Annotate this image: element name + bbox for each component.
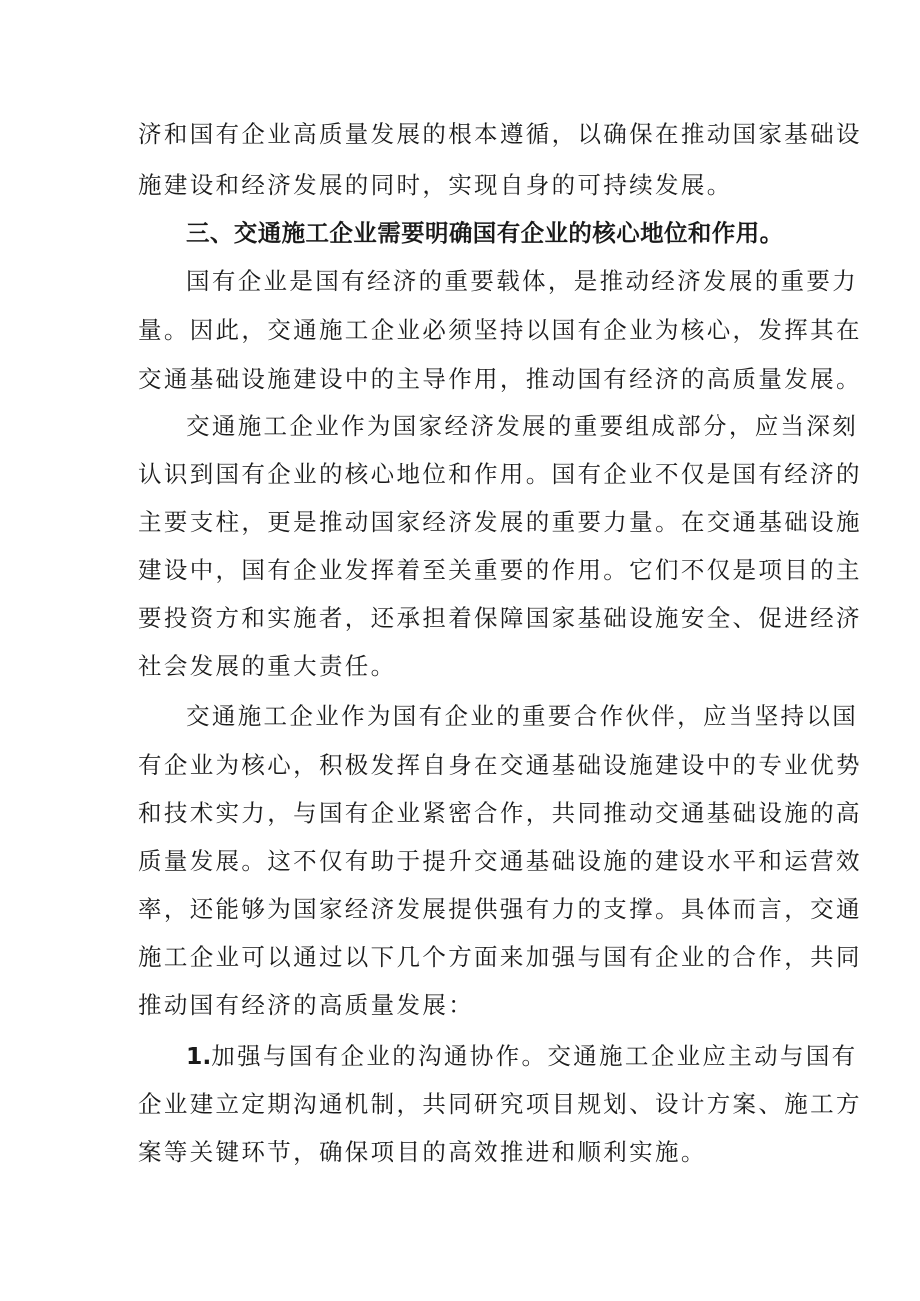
paragraph-line: 和技术实力，与国有企业紧密合作，共同推动交通基础设施的高 bbox=[138, 799, 862, 827]
paragraph-line: 案等关键环节，确保项目的高效推进和顺利实施。 bbox=[138, 1138, 707, 1166]
paragraph-line: 要投资方和实施者，还承担着保障国家基础设施安全、促进经济 bbox=[138, 604, 862, 632]
paragraph-line: 推动国有经济的高质量发展： bbox=[138, 991, 475, 1019]
paragraph-line: 率，还能够为国家经济发展提供强有力的支撑。具体而言，交通 bbox=[138, 895, 862, 923]
paragraph-line: 国有企业是国有经济的重要载体，是推动经济发展的重要力 bbox=[186, 267, 859, 295]
paragraph-line: 质量发展。这不仅有助于提升交通基础设施的建设水平和运营效 bbox=[138, 847, 862, 875]
paragraph-line: 认识到国有企业的核心地位和作用。国有企业不仅是国有经济的 bbox=[138, 460, 862, 488]
section-heading: 三、交通施工企业需要明确国有企业的核心地位和作用。 bbox=[186, 219, 784, 247]
paragraph-line: 有企业为核心，积极发挥自身在交通基础设施建设中的专业优势 bbox=[138, 751, 862, 779]
paragraph-line: 施工企业可以通过以下几个方面来加强与国有企业的合作，共同 bbox=[138, 943, 862, 971]
paragraph-line: 建设中，国有企业发挥着至关重要的作用。它们不仅是项目的主 bbox=[138, 556, 862, 584]
list-item-line bbox=[186, 1041, 858, 1071]
paragraph-line: 施建设和经济发展的同时，实现自身的可持续发展。 bbox=[138, 171, 733, 199]
list-item-text: 加强与国有企业的沟通协作。交通施工企业应主动与国有 bbox=[211, 1042, 858, 1070]
paragraph-line: 主要支柱，更是推动国家经济发展的重要力量。在交通基础设施 bbox=[138, 508, 862, 536]
paragraph-line: 交通施工企业作为国家经济发展的重要组成部分，应当深刻 bbox=[186, 412, 859, 440]
paragraph-line: 交通基础设施建设中的主导作用，推动国有经济的高质量发展。 bbox=[138, 365, 862, 393]
paragraph-line: 量。因此，交通施工企业必须坚持以国有企业为核心，发挥其在 bbox=[138, 316, 862, 344]
paragraph-line: 社会发展的重大责任。 bbox=[138, 652, 397, 680]
paragraph-line: 企业建立定期沟通机制，共同研究项目规划、设计方案、施工方 bbox=[138, 1090, 862, 1118]
list-number: 1. bbox=[186, 1042, 212, 1070]
paragraph-line: 交通施工企业作为国有企业的重要合作伙伴，应当坚持以国 bbox=[186, 702, 859, 730]
paragraph-line: 济和国有企业高质量发展的根本遵循，以确保在推动国家基础设 bbox=[138, 120, 862, 148]
